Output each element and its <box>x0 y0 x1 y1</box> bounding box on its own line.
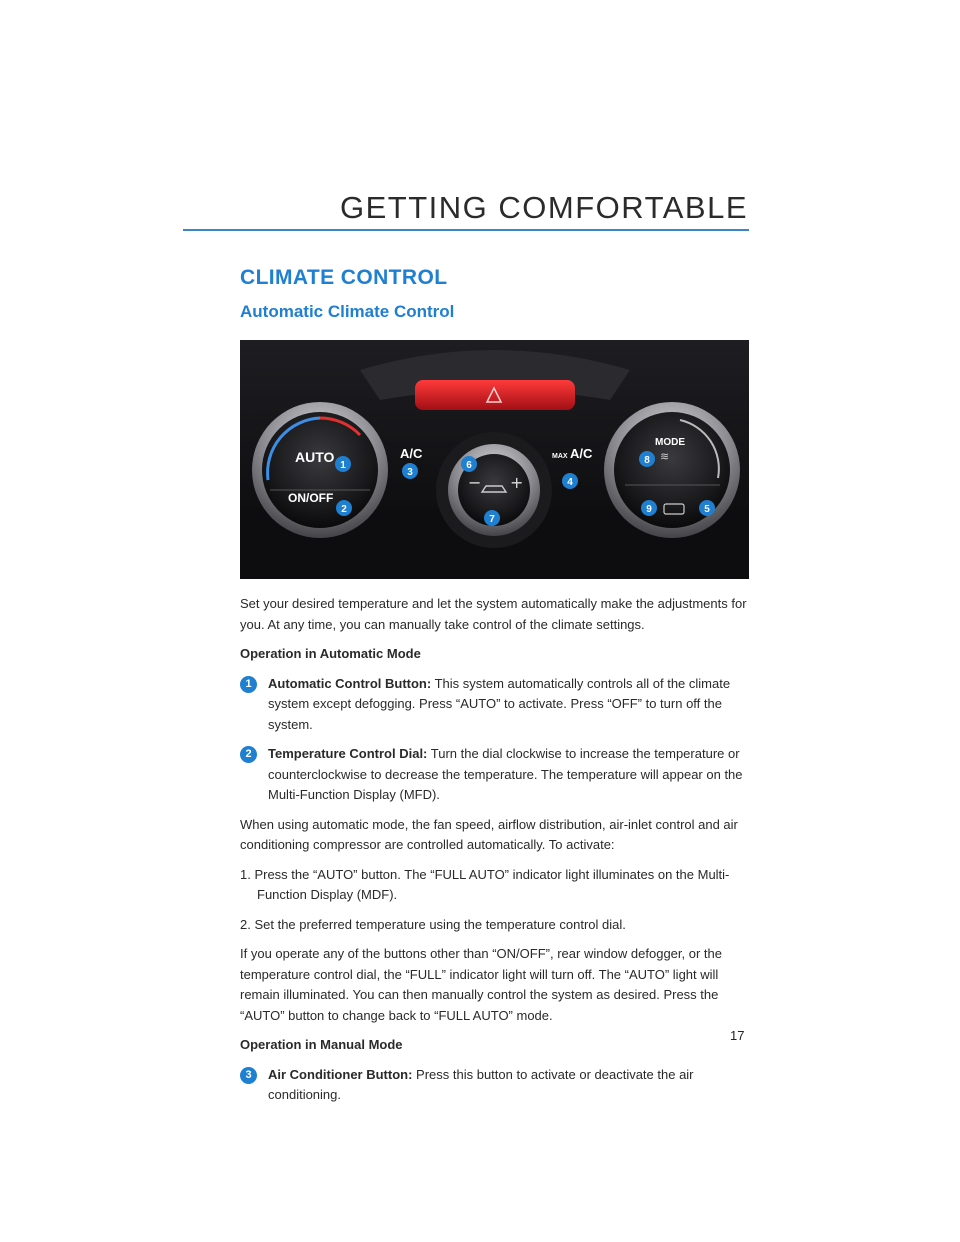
callout-1-label: 1 <box>340 460 346 471</box>
item-air-conditioner-button <box>240 1065 760 1106</box>
climate-control-photo <box>240 340 749 579</box>
header-rule <box>183 229 749 231</box>
item-number-badge: 1 <box>240 676 257 693</box>
item-text: Press this button to activate or deactivate the air conditioning. <box>268 1066 694 1102</box>
section-title: CLIMATE CONTROL <box>240 266 448 289</box>
subsection-title: Automatic Climate Control <box>240 302 455 321</box>
auto-button[interactable]: AUTO <box>295 449 335 465</box>
ac-button[interactable]: A/C <box>400 446 423 461</box>
callout-3-label: 3 <box>407 467 413 478</box>
item-number-badge: 2 <box>240 746 257 763</box>
callout-7-label: 7 <box>489 514 495 525</box>
page-number: 17 <box>730 1028 745 1043</box>
auto-mode-paragraph: When using automatic mode, the fan speed, airflow distribution, air-inlet control and air conditioning compressor are controlled automatically. To activate: <box>240 816 738 852</box>
climate-panel-illustration <box>240 340 749 579</box>
item-text: Turn the dial clockwise to increase the temperature or counterclockwise to decrease the temperature. The temperature will appear on the Multi-Function Display (MFD). <box>268 746 743 802</box>
item-automatic-control-button <box>240 674 760 736</box>
item-temperature-control-dial <box>240 744 760 806</box>
item-text: This system automatically controls all of the climate system except defogging. Press “AUTO” to activate. Press “OFF” to turn off the system. <box>268 675 731 732</box>
body-text <box>240 594 760 1115</box>
step-1: 1. Press the “AUTO” button. The “FULL AUTO” indicator light illuminates on the Multi-Function Display (MDF). <box>240 866 730 902</box>
callout-4-label: 4 <box>567 477 573 488</box>
callout-9-label: 9 <box>646 504 652 515</box>
intro-paragraph: Set your desired temperature and let the system automatically make the adjustments for you. At any time, you can manually take control of the climate settings. <box>240 596 747 632</box>
max-ac-button[interactable]: A/C <box>570 446 593 461</box>
callout-8-label: 8 <box>644 455 650 466</box>
fan-increase-icon: + <box>510 473 524 492</box>
temperature-dial-left[interactable] <box>252 402 388 538</box>
item-title: Automatic Control Button: <box>268 675 432 691</box>
callout-6-label: 6 <box>466 460 472 471</box>
onoff-button[interactable]: ON/OFF <box>288 491 334 505</box>
hazard-button[interactable] <box>415 380 575 410</box>
callout-5-label: 5 <box>704 504 710 515</box>
fan-dial-center[interactable] <box>436 432 552 548</box>
running-header: GETTING COMFORTABLE <box>340 190 748 225</box>
activation-steps <box>240 865 760 936</box>
item-title: Air Conditioner Button: <box>268 1066 413 1082</box>
max-ac-prefix: MAX <box>552 453 568 460</box>
callout-2-label: 2 <box>341 504 347 515</box>
auto-mode-note: If you operate any of the buttons other than “ON/OFF”, rear window defogger, or the temperature control dial, the “FULL” indicator light will turn off. The “AUTO” light will remain illuminated. You can then manually control the system as desired. Press the “AUTO” button to change back to “FULL AUTO” mode. <box>240 946 722 1023</box>
manual-mode-heading: Operation in Manual Mode <box>240 1037 403 1052</box>
front-defrost-icon: ≋ <box>660 450 670 463</box>
fan-decrease-icon: − <box>468 473 482 492</box>
item-title: Temperature Control Dial: <box>268 746 428 761</box>
mode-button[interactable]: MODE <box>655 437 685 448</box>
auto-mode-heading: Operation in Automatic Mode <box>240 646 421 661</box>
mode-dial-right[interactable] <box>604 402 740 538</box>
item-number-badge: 3 <box>240 1067 257 1084</box>
step-2: 2. Set the preferred temperature using the temperature control dial. <box>240 916 626 932</box>
